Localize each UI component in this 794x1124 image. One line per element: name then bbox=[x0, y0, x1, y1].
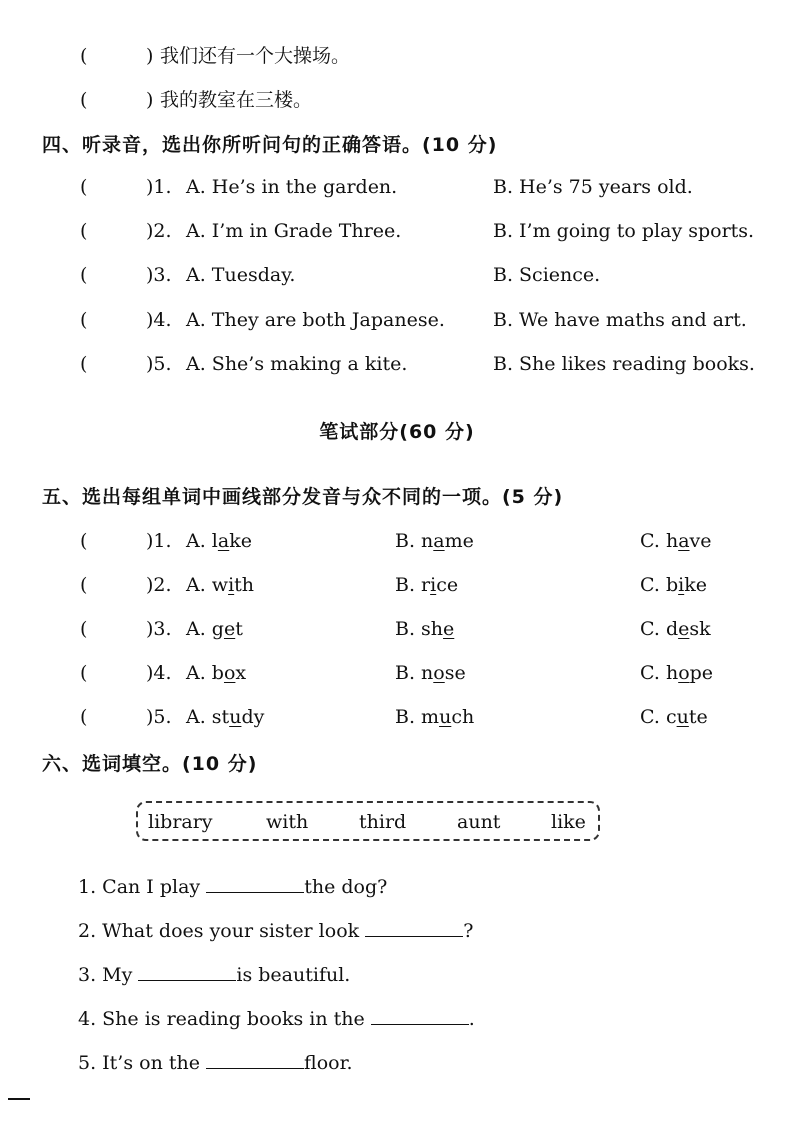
option-b: B. rice bbox=[395, 574, 459, 596]
fill-blank-sentence: 5. It’s on the floor. bbox=[78, 1052, 353, 1074]
option-b: B. Science. bbox=[493, 264, 601, 286]
answer-paren-close: ) bbox=[146, 45, 154, 67]
option-a: A. They are both Japanese. bbox=[186, 309, 445, 331]
answer-paren-close: )5. bbox=[146, 706, 172, 728]
option-c: C. desk bbox=[640, 618, 711, 640]
answer-paren-open: ( bbox=[80, 530, 88, 552]
answer-paren-open: ( bbox=[80, 264, 88, 286]
fill-blank-sentence: 1. Can I play the dog? bbox=[78, 876, 388, 898]
answer-blank[interactable] bbox=[371, 1006, 469, 1025]
option-a: A. box bbox=[186, 662, 247, 684]
option-b: B. she bbox=[395, 618, 455, 640]
answer-blank[interactable] bbox=[206, 1050, 304, 1069]
option-c: C. have bbox=[640, 530, 712, 552]
answer-paren-close: )2. bbox=[146, 220, 172, 242]
word-bank-item: with bbox=[266, 811, 309, 833]
answer-paren-open: ( bbox=[80, 353, 88, 375]
written-part-title: 笔试部分(60 分) bbox=[319, 421, 475, 443]
answer-paren-open: ( bbox=[80, 618, 88, 640]
answer-paren-open: ( bbox=[80, 176, 88, 198]
section4-heading: 四、听录音，选出你所听问句的正确答语。(10 分) bbox=[42, 134, 498, 156]
answer-blank[interactable] bbox=[138, 962, 236, 981]
judgment-text: 我的教室在三楼。 bbox=[160, 89, 313, 111]
word-bank-item: third bbox=[359, 811, 407, 833]
option-a: A. with bbox=[186, 574, 255, 596]
answer-paren-close: )4. bbox=[146, 662, 172, 684]
option-c: C. hope bbox=[640, 662, 714, 684]
answer-paren-close: )5. bbox=[146, 353, 172, 375]
option-a: A. She’s making a kite. bbox=[186, 353, 408, 375]
answer-paren-close: )1. bbox=[146, 176, 172, 198]
word-bank-item: aunt bbox=[457, 811, 501, 833]
answer-blank[interactable] bbox=[206, 874, 304, 893]
word-bank-item: like bbox=[551, 811, 586, 833]
option-a: A. get bbox=[186, 618, 243, 640]
answer-paren-close: )3. bbox=[146, 264, 172, 286]
fill-blank-sentence: 4. She is reading books in the . bbox=[78, 1008, 475, 1030]
answer-paren-open: ( bbox=[80, 662, 88, 684]
section6-heading: 六、选词填空。(10 分) bbox=[42, 753, 258, 775]
option-b: B. much bbox=[395, 706, 475, 728]
answer-paren-open: ( bbox=[80, 706, 88, 728]
answer-paren-close: )4. bbox=[146, 309, 172, 331]
fill-blank-sentence: 3. My is beautiful. bbox=[78, 964, 351, 986]
answer-blank[interactable] bbox=[365, 918, 463, 937]
answer-paren-open: ( bbox=[80, 45, 88, 67]
answer-paren-close: )2. bbox=[146, 574, 172, 596]
answer-paren-close: )1. bbox=[146, 530, 172, 552]
word-bank-item: library bbox=[148, 811, 213, 833]
option-a: A. study bbox=[186, 706, 265, 728]
option-b: B. name bbox=[395, 530, 474, 552]
answer-paren-close: ) bbox=[146, 89, 154, 111]
fill-blank-sentence: 2. What does your sister look ? bbox=[78, 920, 474, 942]
option-a: A. lake bbox=[186, 530, 252, 552]
option-b: B. We have maths and art. bbox=[493, 309, 747, 331]
option-b: B. She likes reading books. bbox=[493, 353, 755, 375]
answer-paren-open: ( bbox=[80, 574, 88, 596]
option-a: A. I’m in Grade Three. bbox=[186, 220, 402, 242]
judgment-text: 我们还有一个大操场。 bbox=[160, 45, 351, 67]
option-b: B. nose bbox=[395, 662, 466, 684]
option-a: A. Tuesday. bbox=[186, 264, 296, 286]
option-c: C. bike bbox=[640, 574, 707, 596]
option-c: C. cute bbox=[640, 706, 708, 728]
option-b: B. He’s 75 years old. bbox=[493, 176, 693, 198]
page-margin-dash bbox=[8, 1098, 30, 1100]
word-bank-box bbox=[136, 801, 600, 841]
answer-paren-open: ( bbox=[80, 89, 88, 111]
answer-paren-close: )3. bbox=[146, 618, 172, 640]
option-a: A. He’s in the garden. bbox=[186, 176, 398, 198]
option-b: B. I’m going to play sports. bbox=[493, 220, 755, 242]
section5-heading: 五、选出每组单词中画线部分发音与众不同的一项。(5 分) bbox=[42, 486, 564, 508]
answer-paren-open: ( bbox=[80, 309, 88, 331]
answer-paren-open: ( bbox=[80, 220, 88, 242]
